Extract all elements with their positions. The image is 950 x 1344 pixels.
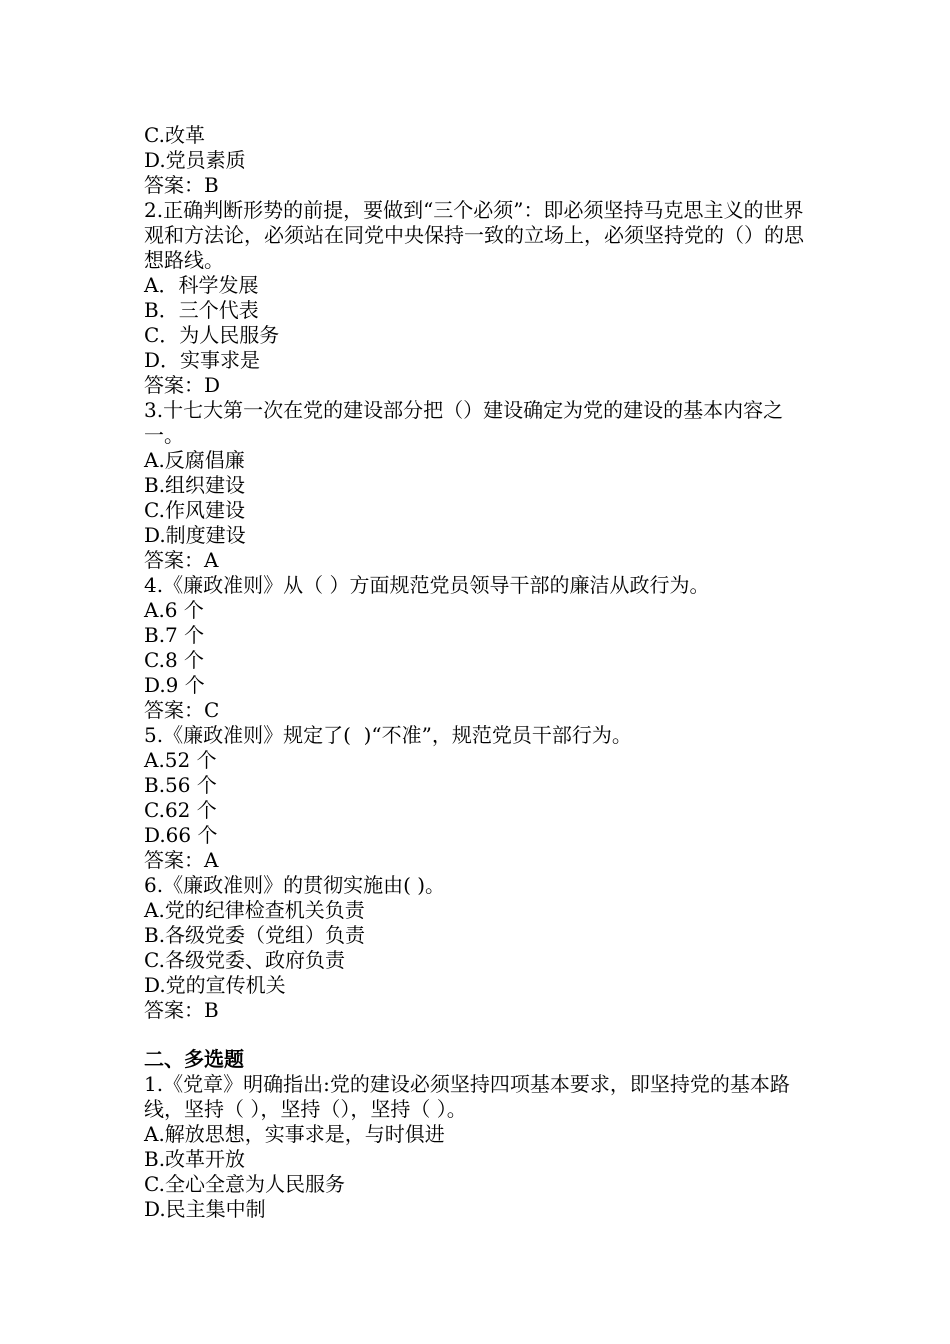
option-c: C．为人民服务 [144,323,280,347]
question-5 [144,723,814,873]
option-a: A.52 个 [144,748,217,772]
option-d: D.制度建设 [144,523,246,547]
answer: 答案：C [144,698,220,722]
answer: 答案：B [144,998,219,1022]
option-d: D.党的宣传机关 [144,973,286,997]
option-a: A.反腐倡廉 [144,448,245,472]
option-b: B.改革开放 [144,1147,246,1171]
option-d: D．实事求是 [144,348,261,372]
option-c: C.8 个 [144,648,205,672]
answer: 答案：B [144,173,219,197]
option-a: A.解放思想，实事求是，与时俱进 [144,1122,445,1146]
option-b: B．三个代表 [144,298,259,322]
answer: 答案：A [144,848,219,872]
option-c: C.全心全意为人民服务 [144,1172,345,1196]
option-d: D.9 个 [144,673,205,697]
question-stem: 4.《廉政准则》从（ ）方面规范党员领导干部的廉洁从政行为。 [144,573,710,597]
question-6 [144,873,814,1023]
option-c: C.改革 [144,123,205,147]
document-body [144,123,814,1222]
option-c: C.各级党委、政府负责 [144,948,345,972]
option-b: B.56 个 [144,773,217,797]
option-a: A.6 个 [144,598,204,622]
question-3 [144,398,814,573]
option-c: C.62 个 [144,798,217,822]
multi-question-1 [144,1072,814,1222]
option-d: D.民主集中制 [144,1197,266,1221]
section-heading: 二、多选题 [144,1047,244,1071]
question-2 [144,198,814,398]
option-d: D.66 个 [144,823,218,847]
option-a: A．科学发展 [144,273,259,297]
question-4 [144,573,814,723]
option-a: A.党的纪律检查机关负责 [144,898,365,922]
answer: 答案：D [144,373,221,397]
option-b: B.各级党委（党组）负责 [144,923,366,947]
option-c: C.作风建设 [144,498,245,522]
question-continued [144,123,814,198]
answer: 答案：A [144,548,219,572]
question-stem: 2.正确判断形势的前提，要做到“三个必须”：即必须坚持马克思主义的世界观和方法论，必须站在同党中央保持一致的立场上，必须坚持党的（）的思想路线。 [144,198,804,272]
question-stem: 6.《廉政准则》的贯彻实施由( )。 [144,873,446,897]
question-stem: 5.《廉政准则》规定了( )“不准”，规范党员干部行为。 [144,723,632,747]
question-stem: 3.十七大第一次在党的建设部分把（）建设确定为党的建设的基本内容之一。 [144,398,784,447]
option-b: B.组织建设 [144,473,246,497]
option-b: B.7 个 [144,623,205,647]
option-d: D.党员素质 [144,148,246,172]
question-stem: 1.《党章》明确指出:党的建设必须坚持四项基本要求，即坚持党的基本路线，坚持（ ），坚持（），坚持（ ）。 [144,1072,790,1121]
